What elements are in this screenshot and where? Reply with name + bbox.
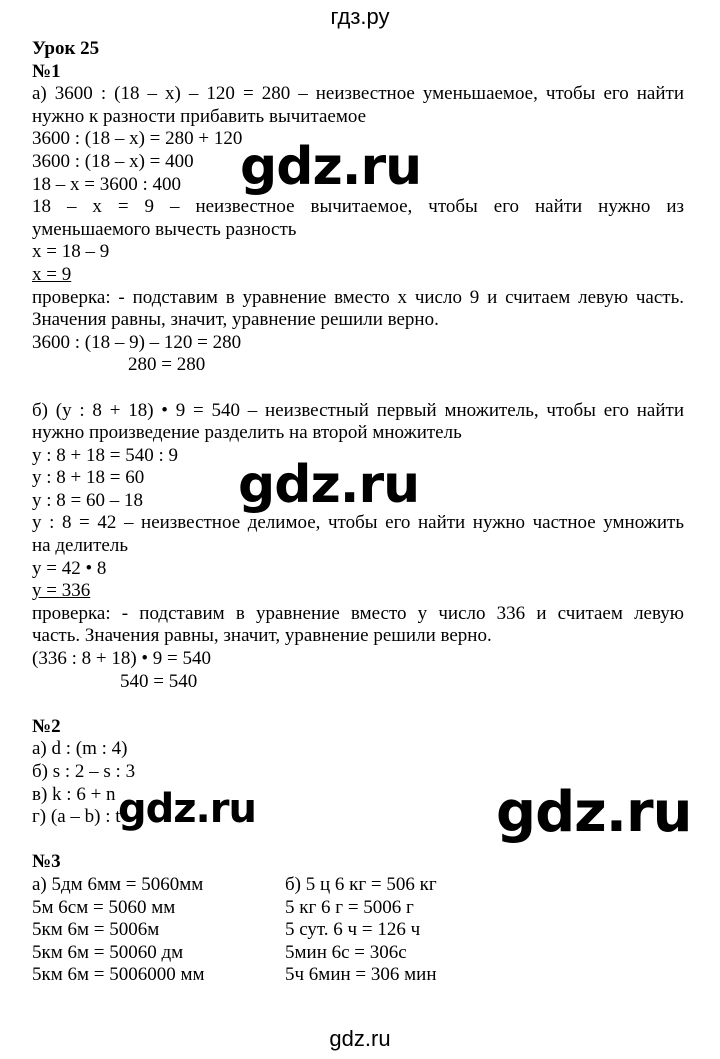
task-3b-line: б) 5 ц 6 кг = 506 кг bbox=[285, 873, 437, 895]
task-1b-line: (336 : 8 + 18) • 9 = 540 bbox=[32, 648, 212, 670]
watermark: gdz.ru bbox=[496, 780, 692, 845]
task-1a-line: а) 3600 : (18 – х) – 120 = 280 – неизвестное уменьшаемое, чтобы его найти bbox=[32, 83, 684, 105]
task-3a-line: а) 5дм 6мм = 5060мм bbox=[32, 873, 204, 895]
task-1-title: №1 bbox=[32, 60, 61, 82]
site-header: гдз.ру bbox=[330, 4, 390, 29]
task-3a-line: 5км 6м = 5006000 мм bbox=[32, 964, 205, 986]
task-1b-line: на делитель bbox=[32, 535, 128, 557]
task-1b-line: проверка: - подставим в уравнение вместо у число 336 и считаем левую bbox=[32, 602, 684, 624]
task-3-title: №3 bbox=[32, 851, 61, 873]
task-1a-line: 3600 : (18 – 9) – 120 = 280 bbox=[32, 331, 242, 353]
site-footer: gdz.ru bbox=[329, 1026, 391, 1051]
task-1a-line: 3600 : (18 – х) = 280 + 120 bbox=[32, 128, 243, 150]
task-1b-answer: у = 336 bbox=[32, 580, 91, 602]
task-1b-line: у : 8 = 60 – 18 bbox=[32, 489, 143, 511]
task-3b-line: 5ч 6мин = 306 мин bbox=[285, 964, 437, 986]
task-1b-line: у = 42 • 8 bbox=[32, 557, 107, 579]
task-3b-line: 5 сут. 6 ч = 126 ч bbox=[285, 919, 421, 941]
task-1a-line: х = 18 – 9 bbox=[32, 241, 110, 263]
task-1b-line: 540 = 540 bbox=[120, 670, 198, 692]
task-3b-line: 5мин 6с = 306с bbox=[285, 941, 407, 963]
task-1a-line: уменьшаемого вычесть разность bbox=[32, 218, 297, 240]
task-1a-line: 3600 : (18 – х) = 400 bbox=[32, 150, 194, 172]
task-1b-line: нужно произведение разделить на второй множитель bbox=[32, 422, 462, 444]
watermark: gdz.ru bbox=[238, 455, 420, 515]
task-2-item: а) d : (m : 4) bbox=[32, 738, 128, 760]
task-2-item: в) k : 6 + n bbox=[32, 783, 116, 805]
lesson-title: Урок 25 bbox=[32, 38, 100, 59]
task-1a-line: нужно к разности прибавить вычитаемое bbox=[32, 105, 367, 127]
task-1b-line: у : 8 + 18 = 540 : 9 bbox=[32, 444, 178, 466]
task-3-columns bbox=[32, 874, 684, 987]
task-1a-line: 18 – х = 9 – неизвестное вычитаемое, чтобы его найти нужно из bbox=[32, 196, 684, 218]
task-3-left-column bbox=[32, 874, 285, 987]
task-3a-line: 5км 6м = 50060 дм bbox=[32, 941, 184, 963]
task-1b-line: часть. Значения равны, значит, уравнение решили верно. bbox=[32, 625, 492, 647]
task-1b-line: б) (у : 8 + 18) • 9 = 540 – неизвестный первый множитель, чтобы его найти bbox=[32, 399, 684, 421]
task-2-item: б) s : 2 – s : 3 bbox=[32, 761, 136, 782]
task-3a-line: 5км 6м = 5006м bbox=[32, 919, 160, 941]
task-1a-line: Значения равны, значит, уравнение решили верно. bbox=[32, 309, 439, 331]
task-2-item: г) (a – b) : t bbox=[32, 806, 121, 828]
watermark: gdz.ru bbox=[118, 786, 256, 832]
task-1b-line: у : 8 + 18 = 60 bbox=[32, 467, 145, 489]
task-3a-line: 5м 6см = 5060 мм bbox=[32, 896, 176, 918]
task-1a-line: 18 – х = 3600 : 400 bbox=[32, 173, 181, 195]
watermark: gdz.ru bbox=[240, 137, 422, 197]
task-1b-line: у : 8 = 42 – неизвестное делимое, чтобы его найти нужно частное умножить bbox=[32, 512, 684, 534]
task-1a-answer: х = 9 bbox=[32, 263, 72, 285]
task-3-right-column bbox=[285, 874, 684, 987]
task-1a-line: проверка: - подставим в уравнение вместо х число 9 и считаем левую часть. bbox=[32, 286, 684, 308]
task-2-title: №2 bbox=[32, 715, 61, 737]
task-1a-line: 280 = 280 bbox=[128, 354, 206, 376]
task-3b-line: 5 кг 6 г = 5006 г bbox=[285, 896, 414, 918]
